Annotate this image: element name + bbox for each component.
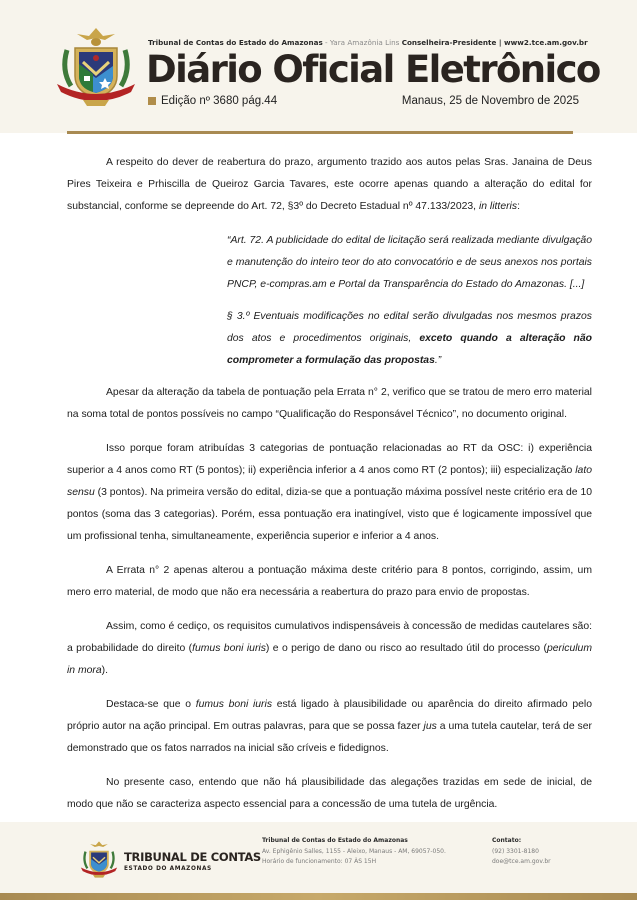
- dateline: Manaus, 25 de Novembro de 2025: [401, 95, 579, 107]
- quote-text: § 3.º Eventuais modificações no edital serão divulgadas nos mesmos prazos dos atos e procedimentos originais,: [227, 311, 592, 344]
- paragraph: [67, 152, 592, 218]
- footer-org-name: Tribunal de Contas do Estado do Amazonas: [262, 837, 408, 844]
- paragraph: No presente caso, entendo que não há plausibilidade das alegações trazidas em sede de inicial, de modo que não se caracteriza aspecto essencial para a concessão de uma tutela de urgência.: [67, 777, 592, 810]
- footer-brand-sub: ESTADO DO AMAZONAS: [124, 866, 212, 872]
- footer-contact-label: Contato:: [492, 837, 522, 844]
- text: :: [517, 201, 520, 212]
- footer-address-block: [262, 836, 446, 868]
- document-body: [67, 152, 592, 828]
- quote-text: “Art. 72. A publicidade do edital de licitação será realizada mediante divulgação e manutenção do inteiro teor do ato convocatório e de seus anexos nos portais PNCP, e-compras.am e Portal da Transparência do Estado do Amazonas. [...]: [227, 235, 592, 290]
- footer-brand: TRIBUNAL DE CONTAS: [124, 850, 261, 864]
- edition-label: Edição nº 3680 pág.44: [161, 95, 278, 107]
- org-name: Tribunal de Contas do Estado do Amazonas: [148, 38, 323, 47]
- text: Isso porque foram atribuídas 3 categorias de pontuação relacionadas ao RT da OSC: i) experiência superior a 4 anos como RT (5 pontos); ii) experiência inferior a 4 anos como RT (2 pontos); iii) especialização: [67, 443, 592, 476]
- coat-of-arms-icon: [53, 26, 139, 110]
- masthead: [0, 0, 637, 133]
- footer-address: Av. Ephigênio Salles, 1155 - Aleixo, Manaus - AM, 69057-050.: [262, 847, 446, 855]
- text: Destaca-se que o: [106, 699, 196, 710]
- text: ) e o perigo de dano ou risco ao resultado útil do processo (: [265, 643, 547, 654]
- website-link[interactable]: www2.tce.am.gov.br: [503, 38, 588, 47]
- text: a uma tutela cautelar, terá de ser demonstrado que os fatos narrados na inicial são críveis e fidedignos.: [67, 721, 592, 754]
- italic-text: fumus boni iuris: [195, 699, 273, 710]
- paragraph: A Errata n° 2 apenas alterou a pontuação máxima deste critério para 8 pontos, corrigindo, assim, um mero erro material, de modo que não era necessária a reabertura do prazo para envio de propostas.: [67, 565, 592, 598]
- quote-text: .”: [434, 355, 442, 366]
- org-line: [148, 38, 588, 47]
- footer-phone[interactable]: (92) 3301-8180: [492, 847, 539, 855]
- footer-gold-stripe: [0, 893, 637, 900]
- text: A respeito do dever de reabertura do prazo, argumento trazido aos autos pelas Sras. Janaina de Deus Pires Teixeira e Prhiscilla de Queiroz Garcia Tavares, este ocorre apenas quando a alteração do edital for substancial, conforme se depreende do Art. 72, §3º do Decreto Estadual nº 47.133/2023,: [67, 157, 592, 212]
- footer-contact-block: [492, 836, 551, 868]
- paragraph: [67, 616, 592, 682]
- italic-text: in litteris: [478, 201, 518, 212]
- text: (3 pontos). Na primeira versão do edital, dizia-se que a pontuação máxima possível neste critério era de 10 pontos (soma das 3 categorias). Porém, essa pontuação era inatingível, visto que é logicamente impossível que um profissional tenha, simultaneamente, experiência superior e inferior a 4 anos.: [67, 487, 592, 542]
- italic-text: jus: [423, 721, 437, 732]
- president-role: Conselheira-Presidente: [401, 38, 497, 47]
- pipe-separator: |: [496, 38, 504, 47]
- footer-coat-of-arms-icon: [79, 839, 119, 881]
- header-divider: [67, 131, 573, 134]
- edition-info: [148, 95, 277, 107]
- bold-quote-text: exceto quando a alteração não comprometer a formulação das propostas: [227, 333, 593, 366]
- italic-text: periculum in mora: [67, 643, 592, 676]
- square-bullet-icon: [148, 97, 156, 105]
- paragraph: [67, 694, 592, 760]
- block-quote: [227, 306, 592, 372]
- text: ).: [101, 665, 109, 676]
- paragraph: Apesar da alteração da tabela de pontuação pela Errata n° 2, verifico que se tratou de mero erro material na soma total de pontos possíveis no campo “Qualificação do Responsável Técnico”, no documento original.: [67, 387, 592, 420]
- footer-email[interactable]: doe@tce.am.gov.br: [492, 858, 551, 865]
- paragraph: [67, 438, 592, 548]
- italic-text: lato sensu: [67, 465, 592, 498]
- president-name: Yara Amazônia Lins: [329, 38, 400, 47]
- text: está ligado à plausibilidade ou aparência do direito afirmado pelo próprio autor na ação principal. Em outras palavras, para que se possa fazer: [67, 699, 592, 732]
- separator: -: [322, 38, 330, 47]
- text: Assim, como é cediço, os requisitos cumulativos indispensáveis à concessão de medidas cautelares são: a probabilidade do direito (: [67, 621, 592, 654]
- italic-text: fumus boni iuris: [192, 643, 266, 654]
- footer-hours: Horário de funcionamento: 07 ÀS 15H: [262, 858, 377, 865]
- page-title: Diário Oficial Eletrônico: [146, 48, 600, 91]
- block-quote: [227, 230, 592, 296]
